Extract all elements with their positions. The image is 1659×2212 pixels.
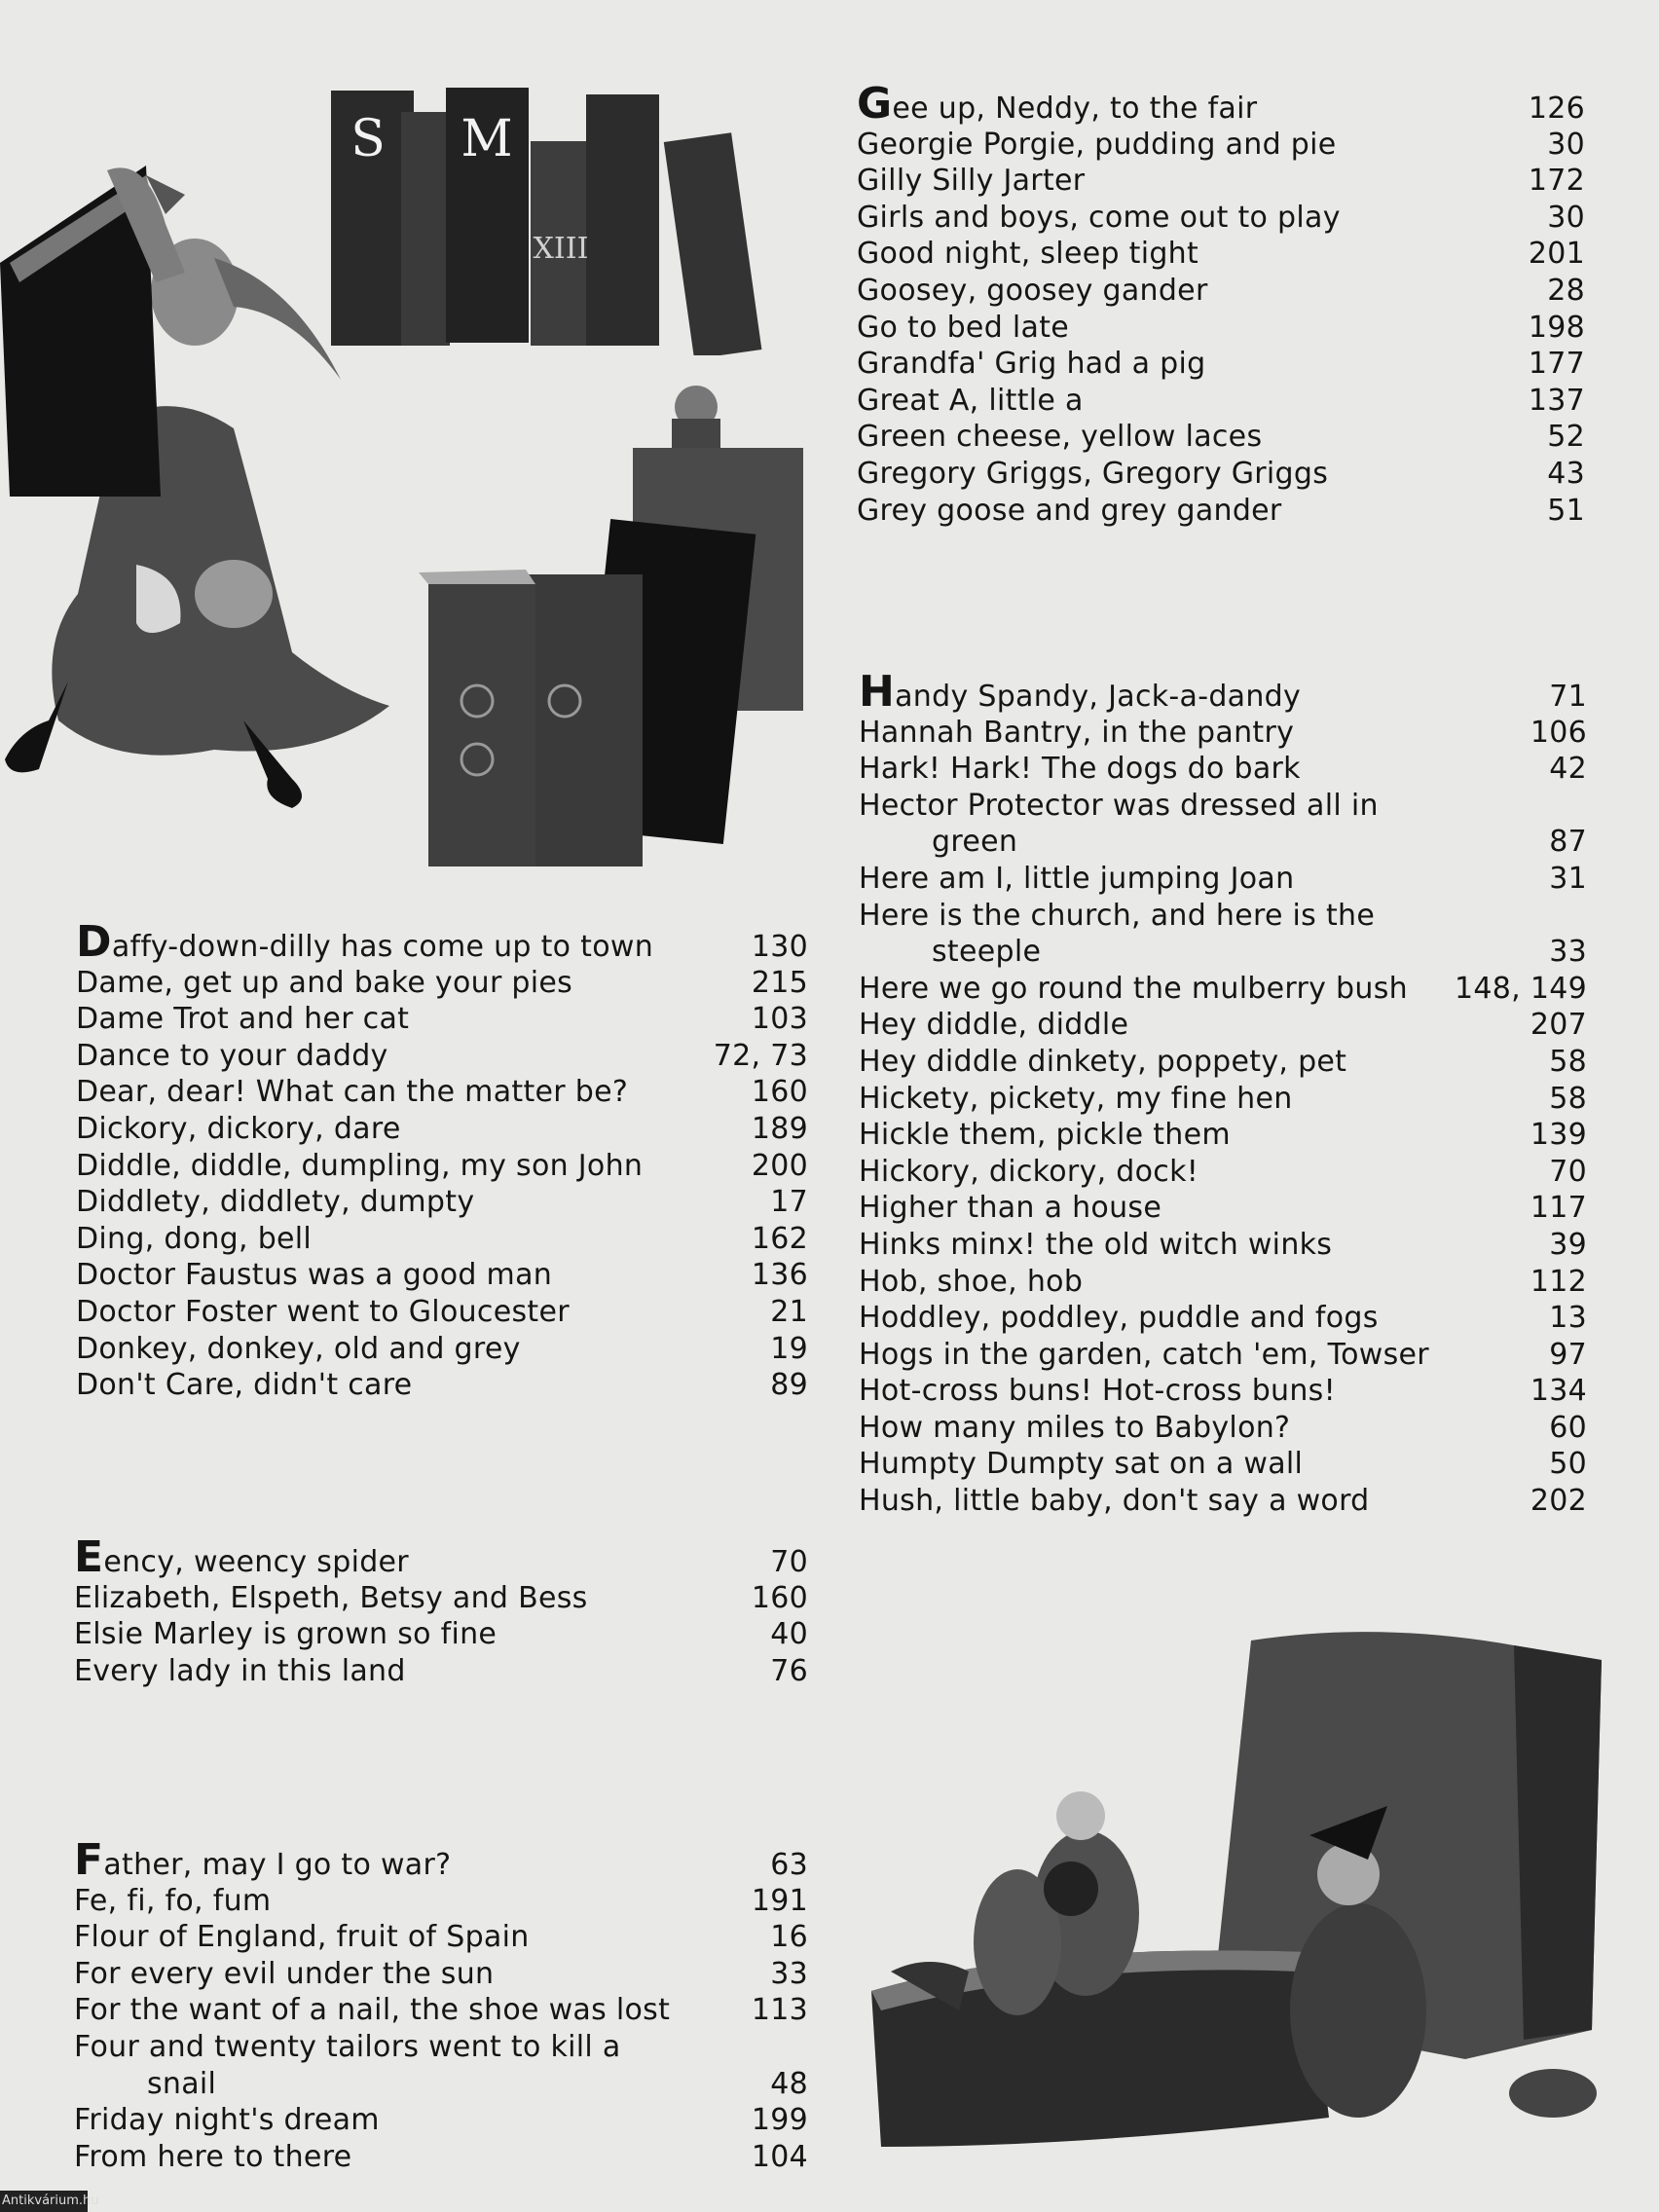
entry-page-number: 42	[1549, 752, 1587, 787]
index-entry	[74, 2066, 808, 2103]
entry-page-number: 215	[751, 965, 808, 1000]
index-section-e	[74, 1532, 808, 1689]
index-entry	[74, 1532, 808, 1582]
index-entry	[74, 1616, 808, 1653]
entry-page-number: 52	[1547, 420, 1585, 455]
entry-page-number: 130	[751, 930, 808, 964]
index-entry	[76, 965, 808, 1002]
entry-title: Doctor Faustus was a good man	[76, 1258, 553, 1293]
entry-page-number: 43	[1547, 456, 1585, 491]
entry-page-number: 40	[770, 1617, 808, 1652]
index-entry	[76, 1038, 808, 1075]
entry-title: Hey diddle dinkety, poppety, pet	[859, 1044, 1347, 1079]
entry-title: Father, may I go to war?	[74, 1835, 452, 1885]
entry-title: Every lady in this land	[74, 1653, 406, 1688]
index-entry	[859, 898, 1587, 935]
entry-page-number: 76	[770, 1653, 808, 1688]
entry-title: Hogs in the garden, catch 'em, Towser	[859, 1337, 1429, 1372]
entry-title: snail	[147, 2066, 217, 2101]
entry-page-number: 113	[751, 1993, 808, 2028]
entry-title: Hannah Bantry, in the pantry	[859, 715, 1295, 750]
entry-page-number: 28	[1547, 273, 1585, 308]
entry-page-number: 112	[1530, 1264, 1587, 1299]
entry-page-number: 172	[1528, 164, 1585, 199]
index-entry	[76, 1001, 808, 1038]
entry-page-number: 89	[770, 1368, 808, 1403]
section-initial-letter: G	[857, 79, 893, 129]
index-entry	[857, 493, 1585, 530]
entry-title: Higher than a house	[859, 1191, 1162, 1226]
index-entry	[74, 1653, 808, 1690]
entry-page-number: 189	[751, 1111, 808, 1146]
entry-page-number: 148, 149	[1455, 971, 1587, 1006]
entry-title: Doctor Foster went to Gloucester	[76, 1294, 570, 1329]
entry-page-number: 117	[1530, 1191, 1587, 1226]
entry-page-number: 21	[770, 1294, 808, 1329]
index-entry	[859, 715, 1587, 752]
entry-page-number: 33	[770, 1956, 808, 1991]
index-entry	[857, 163, 1585, 200]
entry-title: green	[932, 825, 1018, 860]
entry-title: Hoddley, poddley, puddle and fogs	[859, 1301, 1379, 1336]
entry-title: Gregory Griggs, Gregory Griggs	[857, 456, 1329, 491]
entry-title: Eency, weency spider	[74, 1532, 409, 1582]
index-entry	[76, 1184, 808, 1221]
entry-page-number: 31	[1549, 861, 1587, 896]
entry-title: Hickory, dickory, dock!	[859, 1154, 1199, 1189]
index-entry	[859, 1264, 1587, 1301]
index-entry	[857, 273, 1585, 310]
watermark: Antikvárium.hu	[0, 2191, 88, 2212]
entry-page-number: 198	[1528, 310, 1585, 345]
index-entry	[857, 236, 1585, 273]
entry-title: Dance to your daddy	[76, 1038, 388, 1073]
index-entry	[857, 127, 1585, 164]
entry-title: Elsie Marley is grown so fine	[74, 1617, 498, 1652]
entry-page-number: 19	[770, 1331, 808, 1366]
entry-title: Diddle, diddle, dumpling, my son John	[76, 1148, 644, 1183]
entry-title: Hickle them, pickle them	[859, 1118, 1231, 1153]
entry-page-number: 17	[770, 1185, 808, 1220]
entry-title: Grandfa' Grig had a pig	[857, 347, 1206, 382]
entry-title: Humpty Dumpty sat on a wall	[859, 1447, 1304, 1482]
entry-page-number: 87	[1549, 825, 1587, 860]
section-initial-letter: E	[74, 1532, 104, 1582]
entry-page-number: 39	[1549, 1227, 1587, 1262]
index-entry	[859, 934, 1587, 971]
entry-title: Go to bed late	[857, 310, 1070, 345]
entry-title: Hector Protector was dressed all in	[859, 788, 1379, 823]
section-initial-letter: H	[859, 667, 896, 717]
entry-title: For every evil under the sun	[74, 1956, 495, 1991]
entry-page-number: 104	[751, 2139, 808, 2174]
entry-page-number: 191	[751, 1883, 808, 1918]
index-entry	[74, 1919, 808, 1956]
entry-page-number: 30	[1547, 127, 1585, 162]
entry-page-number: 97	[1549, 1337, 1587, 1372]
entry-title: Grey goose and grey gander	[857, 493, 1282, 528]
entry-title: Goosey, goosey gander	[857, 273, 1208, 308]
entry-page-number: 51	[1547, 493, 1585, 528]
entry-title: Hickety, pickety, my fine hen	[859, 1081, 1293, 1116]
entry-title: Elizabeth, Elspeth, Betsy and Bess	[74, 1580, 588, 1615]
index-entry	[859, 1337, 1587, 1374]
entry-page-number: 139	[1530, 1118, 1587, 1153]
entry-page-number: 63	[770, 1848, 808, 1882]
entry-title: Ding, dong, bell	[76, 1221, 313, 1256]
index-entry	[859, 1081, 1587, 1118]
entry-title: Fe, fi, fo, fum	[74, 1883, 272, 1918]
entry-page-number: 33	[1549, 935, 1587, 970]
entry-title: Great A, little a	[857, 383, 1084, 418]
index-entry	[74, 2102, 808, 2139]
entry-page-number: 160	[751, 1580, 808, 1615]
entry-page-number: 13	[1549, 1301, 1587, 1336]
entry-page-number: 126	[1528, 92, 1585, 126]
entry-title: Hush, little baby, don't say a word	[859, 1484, 1370, 1519]
entry-title: Dear, dear! What can the matter be?	[76, 1075, 629, 1110]
entry-page-number: 30	[1547, 200, 1585, 235]
entry-title: Here am I, little jumping Joan	[859, 861, 1295, 896]
entry-page-number: 202	[1530, 1484, 1587, 1519]
index-entry	[859, 1117, 1587, 1154]
entry-title: Hob, shoe, hob	[859, 1264, 1084, 1299]
index-entry	[76, 1367, 808, 1404]
entry-title: Here is the church, and here is the	[859, 898, 1376, 933]
entry-title: Good night, sleep tight	[857, 237, 1199, 272]
entry-page-number: 70	[770, 1545, 808, 1579]
index-section-h	[859, 667, 1587, 1520]
entry-page-number: 58	[1549, 1081, 1587, 1116]
index-entry	[859, 1373, 1587, 1410]
entry-page-number: 200	[751, 1148, 808, 1183]
index-entry	[76, 1148, 808, 1185]
index-entry	[74, 1992, 808, 2029]
entry-title: Hey diddle, diddle	[859, 1008, 1129, 1043]
section-initial-letter: D	[76, 917, 112, 967]
index-entry	[859, 788, 1587, 825]
index-entry	[76, 917, 808, 967]
entry-page-number: 137	[1528, 383, 1585, 418]
index-entry	[76, 1111, 808, 1148]
index-entry	[859, 1227, 1587, 1264]
index-entry	[76, 1221, 808, 1258]
entry-page-number: 50	[1549, 1447, 1587, 1482]
books-stack-illustration	[419, 380, 808, 871]
entry-page-number: 177	[1528, 347, 1585, 382]
entry-title: Hark! Hark! The dogs do bark	[859, 752, 1301, 787]
entry-page-number: 60	[1549, 1410, 1587, 1445]
index-entry	[859, 1154, 1587, 1191]
index-entry	[74, 1956, 808, 1993]
entry-title: Daffy-down-dilly has come up to town	[76, 917, 654, 967]
entry-page-number: 16	[770, 1920, 808, 1955]
entry-page-number: 162	[751, 1221, 808, 1256]
index-entry	[859, 751, 1587, 788]
index-entry	[859, 971, 1587, 1008]
entry-title: Dame, get up and bake your pies	[76, 965, 573, 1000]
entry-title: For the want of a nail, the shoe was lost	[74, 1993, 671, 2028]
entry-page-number: 201	[1528, 237, 1585, 272]
entry-page-number: 48	[770, 2066, 808, 2101]
index-entry	[859, 1300, 1587, 1337]
entry-page-number: 207	[1530, 1008, 1587, 1043]
index-entry	[857, 346, 1585, 383]
entry-page-number: 70	[1549, 1154, 1587, 1189]
entry-page-number: 199	[751, 2103, 808, 2138]
index-entry	[859, 1044, 1587, 1081]
index-entry	[857, 419, 1585, 456]
index-entry	[859, 1007, 1587, 1044]
entry-title: From here to there	[74, 2139, 352, 2174]
entry-title: Diddlety, diddlety, dumpty	[76, 1185, 475, 1220]
book-letter-s: S	[350, 110, 386, 168]
entry-page-number: 103	[751, 1002, 808, 1037]
entry-title: Georgie Porgie, pudding and pie	[857, 127, 1337, 162]
entry-title: How many miles to Babylon?	[859, 1410, 1291, 1445]
entry-title: Gilly Silly Jarter	[857, 164, 1086, 199]
entry-page-number: 106	[1530, 715, 1587, 750]
index-entry	[859, 861, 1587, 898]
index-entry	[74, 2139, 808, 2176]
index-entry	[857, 383, 1585, 420]
index-entry	[859, 1190, 1587, 1227]
index-entry	[74, 1835, 808, 1885]
entry-page-number: 136	[751, 1258, 808, 1293]
lettered-books-illustration	[331, 83, 798, 355]
entry-title: Handy Spandy, Jack-a-dandy	[859, 667, 1302, 717]
entry-title: Hot-cross buns! Hot-cross buns!	[859, 1374, 1336, 1409]
entry-page-number: 160	[751, 1075, 808, 1110]
index-entry	[76, 1257, 808, 1294]
entry-title: Don't Care, didn't care	[76, 1368, 413, 1403]
index-entry	[74, 2029, 808, 2066]
entry-title: Girls and boys, come out to play	[857, 200, 1341, 235]
index-entry	[859, 1446, 1587, 1483]
index-entry	[74, 1883, 808, 1920]
entry-title: Friday night's dream	[74, 2103, 380, 2138]
index-entry	[76, 1074, 808, 1111]
entry-title: Here we go round the mulberry bush	[859, 971, 1408, 1006]
index-entry	[859, 667, 1587, 717]
entry-title: Gee up, Neddy, to the fair	[857, 79, 1258, 129]
index-entry	[76, 1331, 808, 1368]
index-entry	[857, 200, 1585, 237]
index-entry	[857, 456, 1585, 493]
index-entry	[74, 1580, 808, 1617]
entry-title: Four and twenty tailors went to kill a	[74, 2029, 621, 2064]
entry-page-number: 58	[1549, 1044, 1587, 1079]
entry-title: Dickory, dickory, dare	[76, 1111, 401, 1146]
index-entry	[859, 1410, 1587, 1447]
children-on-books-illustration	[842, 1621, 1611, 2161]
entry-page-number: 134	[1530, 1374, 1587, 1409]
index-section-f	[74, 1835, 808, 2175]
entry-title: Dame Trot and her cat	[76, 1002, 410, 1037]
book-letter-xiii: XIII	[533, 232, 589, 266]
index-section-g	[857, 79, 1585, 529]
index-entry	[857, 79, 1585, 129]
entry-title: Green cheese, yellow laces	[857, 420, 1263, 455]
index-entry	[859, 1483, 1587, 1520]
index-section-d	[76, 917, 808, 1404]
entry-title: Flour of England, fruit of Spain	[74, 1920, 530, 1955]
section-initial-letter: F	[74, 1835, 104, 1885]
entry-title: Donkey, donkey, old and grey	[76, 1331, 521, 1366]
entry-page-number: 71	[1549, 680, 1587, 714]
book-letter-m: M	[461, 110, 513, 168]
index-entry	[859, 824, 1587, 861]
index-entry	[76, 1294, 808, 1331]
entry-page-number: 72, 73	[713, 1038, 808, 1073]
entry-title: steeple	[932, 935, 1042, 970]
index-entry	[857, 310, 1585, 347]
entry-title: Hinks minx! the old witch winks	[859, 1227, 1333, 1262]
